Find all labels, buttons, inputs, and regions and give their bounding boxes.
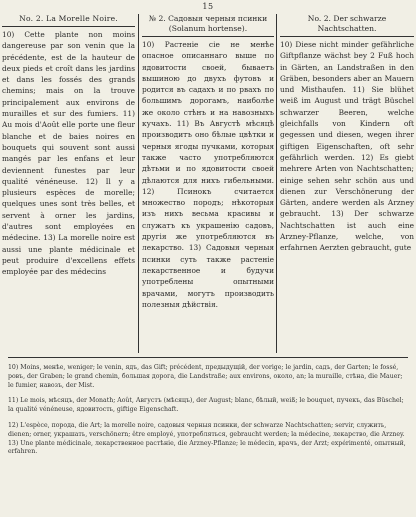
french-text: 10) Cette plante non moins dangereuse par son venin que la précédente, est de la hauteur de deux pieds et croît dans les jardins et dans les fossés des grands chemins; mais on la trouve principalement aux environs de murailles et sur des fumiers. 11) Au mois d'Août elle porte une fleur blanche et de baies noires en bouquets qui souvent sont aussi mangés par les enfans et leur deviennent funestes par leur qualité vénéneuse. 12) Il y a plusieurs espèces de morelle; quelques unes sont très belles, et servent à orner les jardins, d'autres sont employées en médecine. 13) La morelle noire est aussi une plante médicinale et peut produire d'excellens effets employée par des médecins (2, 30, 135, 277)
french-heading: No. 2. La Morelle Noire. (2, 14, 135, 27)
german-heading: No. 2. Der schwarze Nachtschatten. (280, 14, 414, 37)
russian-column (138, 14, 274, 353)
footnote-11: 11) Le mois, мѣсяцъ, der Monath; Août, Августъ (мѣсяцъ), der August; blanc, бѣлый, weiß; le bouquet, пучекъ, das Büschel; la qualité vénéneuse, ядовитость, giftige Eigenschaft. (8, 397, 404, 414)
footnote-13: 13) Une plante médicinale, лекарственное растѣніе, die Arzney-Pflanze; le médecin, врачъ, der Arzt; expérimenté, опытный, erfahren. (8, 439, 406, 456)
french-column (2, 14, 135, 353)
german-column (276, 14, 414, 353)
footnotes (8, 357, 408, 457)
german-text: 10) Diese nicht minder gefährliche Giftpflanze wächst bey 2 Fuß hoch in Gärten, an Landstraßen in den Gräben, besonders aber an Mauern und Misthaufen. 11) Sie blühet weiß im August und trägt Büschel schwarzer Beeren, welche gleichfalls von Kindern oft gegessen und diesen, wegen ihrer giftigen Eigenschaften, oft sehr gefährlich werden. 12) Es giebt mehrere Arten von Nachtschatten; einige sehen sehr schön aus und dienen zur Verschönerung der Gärten, andere werden als Arzney gebraucht. 13) Der schwarze Nachtschatten ist auch eine Arzney-Pflanze, welche, von erfahrnen Aerzten gebraucht, gute (280, 40, 414, 253)
russian-heading: № 2. Садовыя черныя псинки (Solanum hortense). (142, 14, 274, 37)
footnote-10: 10) Moins, менѣе, weniger; le venin, ядъ, das Gift; précédent, предыдущій, der vorige; le jardin, садъ, der Garten; le fossé, ровъ, der Graben; le grand chemin, большая дорога, die Landstraße; aux environs, около, an; la muraille, стѣна, die Mauer; le fumier, навозъ, der Mist. (8, 364, 403, 389)
page-number: 15 (202, 2, 214, 11)
russian-text: 10) Растеніе сіе не менѣе опасное описаннаго выше по ядовитости своей, бываетъ вышиною до двухъ футовъ и родится въ садахъ и по рвахъ по большимъ дорогамъ, наиболѣе же около стѣнъ и на навозныхъ кучахъ. 11) Въ Августѣ мѣсяцѣ производитъ оно бѣлые цвѣтки и черныя ягоды пучками, которыя также часто употребляются дѣтьми и по ядовитости своей дѣлаются для нихъ гибельными. 12) Псинокъ считается множество породъ; нѣкоторыя изъ нихъ весьма красивы и служатъ къ украшенію садовъ, другія же употребляются въ лекарство. 13) Садовыя черныя псинки суть также растеніе лекарственное и будучи употреблены опытными врачами, могутъ производить полезныя дѣйствія. (142, 40, 274, 309)
footnote-12: 12) L'espèce, порода, die Art; la morelle noire, садовыя черныя псинки, der schwarze Nachtschatten; servir, служить, dienen; orner, украшать, verschönern; être employé, употребляться, gebraucht werden; la médecine, лекарство, die Arzney. (8, 421, 405, 438)
